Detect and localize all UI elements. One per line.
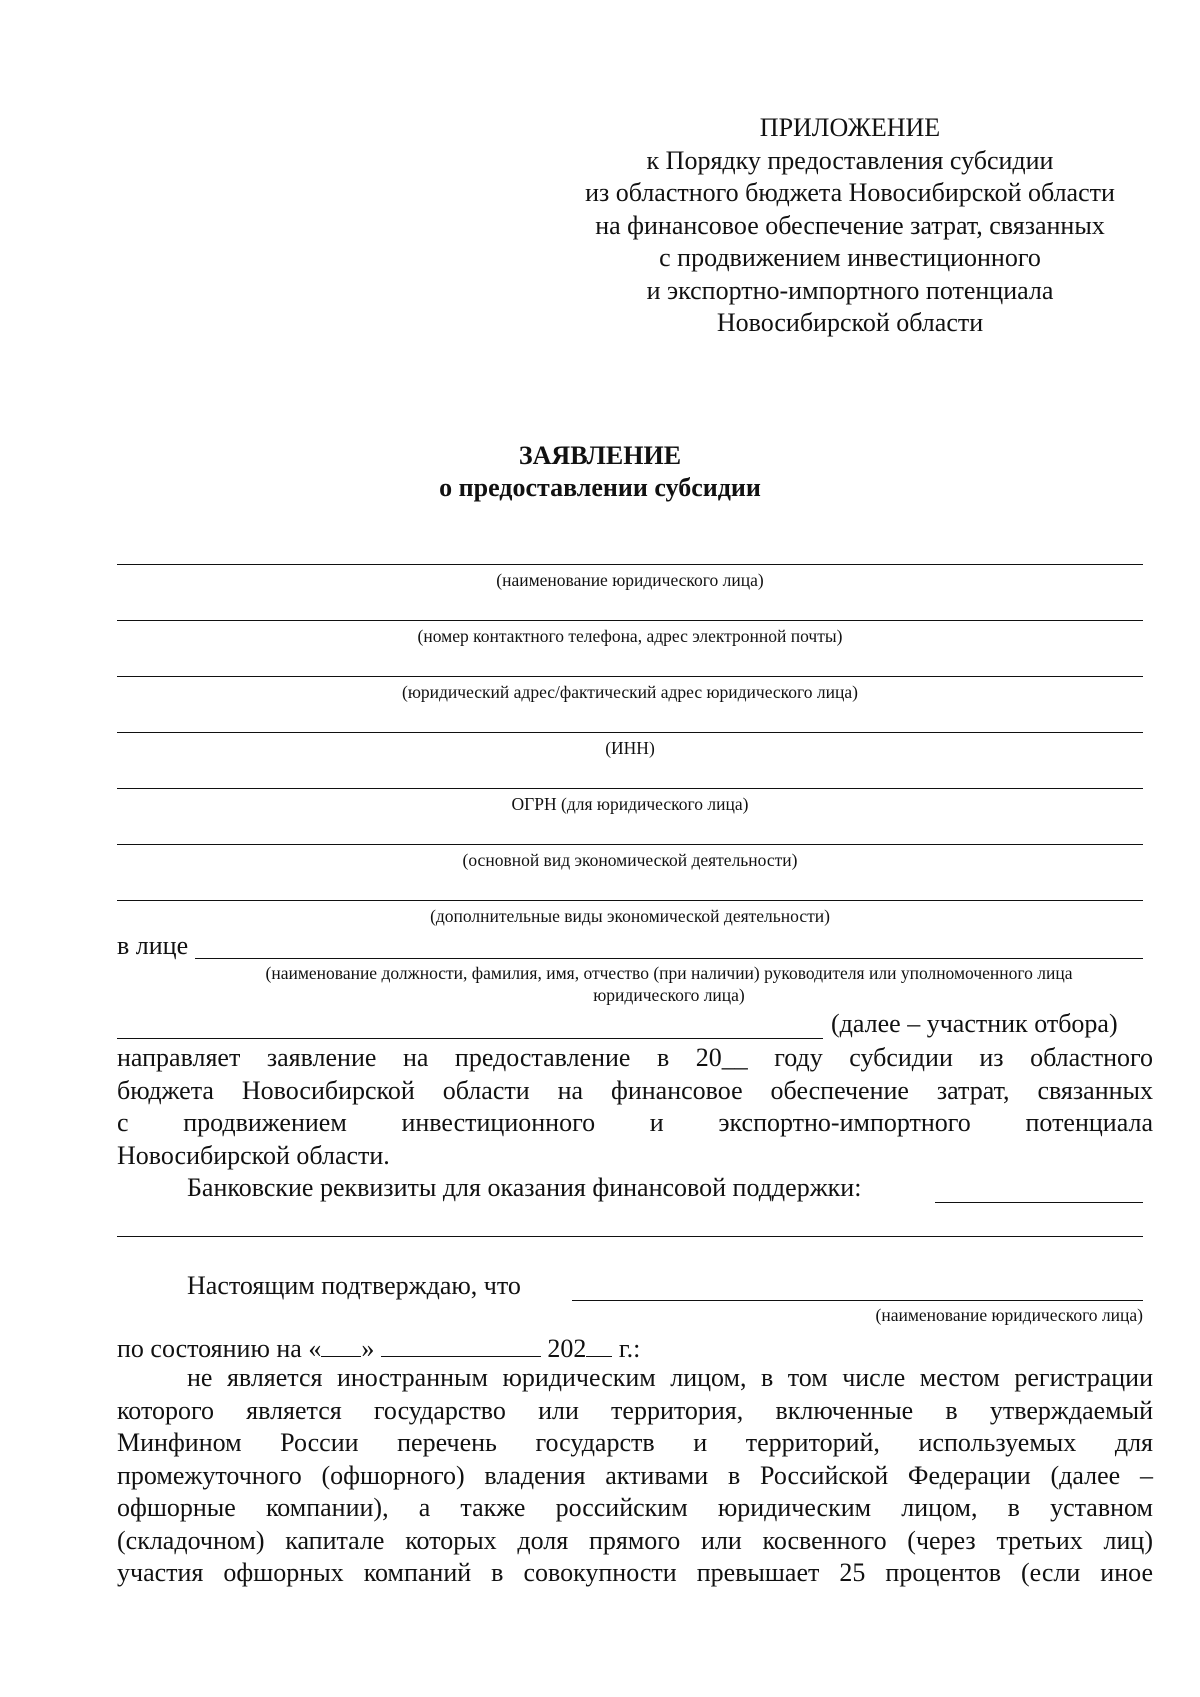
- ogrn-line[interactable]: [117, 788, 1143, 789]
- represented-by-caption-2: юридического лица): [593, 985, 745, 1005]
- appendix-line: ПРИЛОЖЕНИЕ: [759, 113, 941, 142]
- contact-line[interactable]: [117, 620, 1143, 621]
- date-prefix: по состоянию на «: [117, 1334, 322, 1363]
- date-day-blank[interactable]: [321, 1330, 361, 1357]
- paragraph-line: промежуточного (офшорного) владения активами в Российской Федерации (далее –: [117, 1460, 1153, 1490]
- paragraph-line: Новосибирской области.: [117, 1140, 390, 1170]
- extra-activity-caption: (дополнительные виды экономической деятельности): [430, 906, 830, 926]
- title-sub: о предоставлении субсидии: [439, 473, 761, 502]
- document-title: [0, 440, 1200, 504]
- represented-by-caption-1: (наименование должности, фамилия, имя, отчество (при наличии) руководителя или уполномоченного лица: [265, 963, 1073, 983]
- address-caption: (юридический адрес/фактический адрес юридического лица): [402, 682, 858, 702]
- request-paragraph: [117, 1042, 1153, 1172]
- paragraph-line: (складочном) капитале которых доля прямого или косвенного (через третьих лиц): [117, 1525, 1153, 1555]
- appendix-line: на финансовое обеспечение затрат, связанных: [595, 210, 1105, 240]
- date-mid: »: [361, 1334, 375, 1363]
- appendix-line: из областного бюджета Новосибирской области: [585, 178, 1115, 207]
- title-main: ЗАЯВЛЕНИЕ: [518, 441, 682, 470]
- date-month-blank[interactable]: [381, 1330, 541, 1357]
- paragraph-line: офшорные компании), а также российским юридическим лицом, в уставном: [117, 1493, 1153, 1522]
- ogrn-caption: ОГРН (для юридического лица): [511, 794, 749, 814]
- paragraph-line: участия офшорных компаний в совокупности превышает 25 процентов (если иное: [117, 1558, 1153, 1587]
- date-year-blank[interactable]: [586, 1330, 612, 1357]
- main-activity-caption: (основной вид экономической деятельности): [462, 850, 798, 870]
- paragraph-line: бюджета Новосибирской области на финансовое обеспечение затрат, связанных: [117, 1075, 1153, 1105]
- paragraph-line: Минфином России перечень государств и территорий, используемых для: [117, 1428, 1153, 1457]
- participant-suffix: (далее – участник отбора): [831, 1009, 1118, 1038]
- participant-line[interactable]: [117, 1038, 823, 1039]
- represented-by-line[interactable]: [195, 958, 1143, 959]
- represented-by-label: в лице: [117, 931, 189, 960]
- address-line[interactable]: [117, 676, 1143, 677]
- appendix-line: Новосибирской области: [716, 308, 984, 337]
- inn-line[interactable]: [117, 732, 1143, 733]
- appendix-line: с продвижением инвестиционного: [659, 243, 1041, 272]
- paragraph-line: направляет заявление на предоставление в 20__ году субсидии из областного: [117, 1043, 1153, 1072]
- confirm-label: Настоящим подтверждаю, что: [187, 1271, 521, 1300]
- extra-activity-line[interactable]: [117, 900, 1143, 901]
- statement-paragraph: [117, 1362, 1153, 1590]
- paragraph-line: которого является государство или территория, включенные в утверждаемый: [117, 1395, 1153, 1425]
- date-suffix: г.:: [618, 1334, 641, 1363]
- date-year: 202: [547, 1334, 587, 1363]
- bank-details-line-2[interactable]: [117, 1236, 1143, 1237]
- appendix-line: и экспортно-импортного потенциала: [646, 275, 1054, 305]
- paragraph-line: не является иностранным юридическим лицом, в том числе местом регистрации: [187, 1363, 1153, 1392]
- date-line: [117, 1330, 640, 1365]
- confirm-line[interactable]: [572, 1300, 1143, 1301]
- legal-name-line[interactable]: [117, 564, 1143, 565]
- bank-details-label: Банковские реквизиты для оказания финансовой поддержки:: [187, 1173, 862, 1202]
- inn-caption: (ИНН): [605, 738, 655, 758]
- confirm-caption: (наименование юридического лица): [875, 1305, 1143, 1325]
- contact-caption: (номер контактного телефона, адрес электронной почты): [417, 626, 843, 646]
- appendix-line: к Порядку предоставления субсидии: [646, 145, 1054, 175]
- paragraph-line: с продвижением инвестиционного и экспортно-импортного потенциала: [117, 1108, 1153, 1137]
- main-activity-line[interactable]: [117, 844, 1143, 845]
- legal-name-caption: (наименование юридического лица): [496, 570, 764, 590]
- bank-details-line-1[interactable]: [935, 1202, 1143, 1203]
- appendix-header: [500, 112, 1200, 340]
